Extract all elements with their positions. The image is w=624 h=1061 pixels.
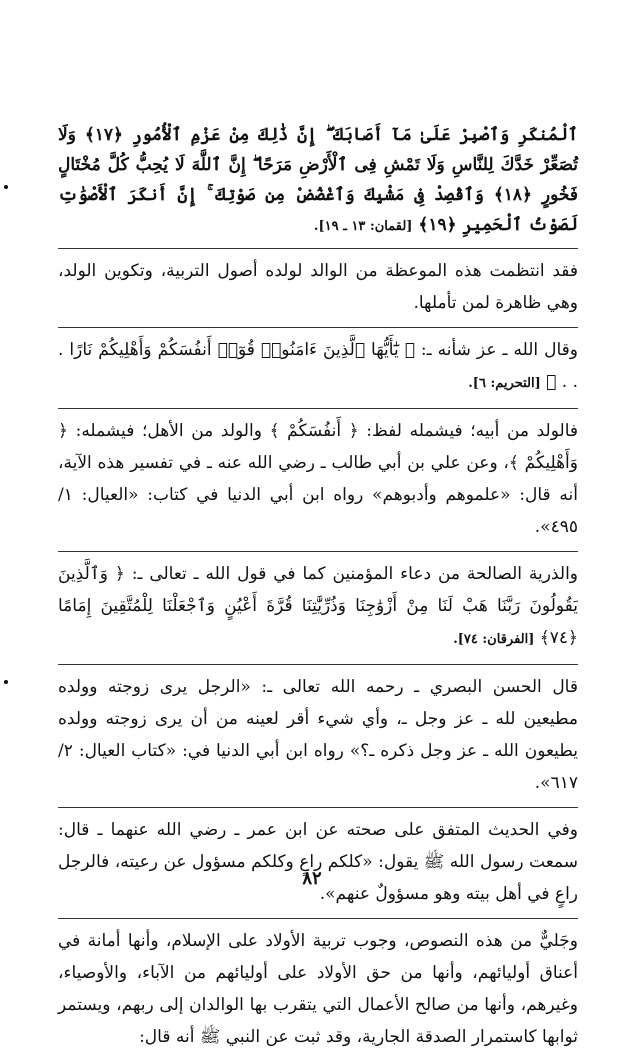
paragraph-admonition: فقد انتظمت هذه الموعظة من الوالد لولده أصول التربية، وتكوين الولد، وهي ظاهرة لمن تأملها. — [58, 261, 578, 313]
divider — [58, 327, 578, 328]
margin-dot — [4, 185, 8, 189]
quran-verse-luqman — [58, 120, 578, 242]
verse-reference: [الفرقان: ٧٤]. — [453, 632, 535, 647]
divider — [58, 664, 578, 665]
margin-dot — [4, 680, 8, 684]
divider — [58, 408, 578, 409]
verse-reference: [التحريم: ٦]. — [468, 376, 541, 391]
page-body — [58, 120, 578, 1061]
page-number: ٨٢ — [302, 868, 322, 889]
divider — [58, 918, 578, 919]
paragraph-hasan-basri: قال الحسن البصري ـ رحمه الله تعالى ـ: «الرجل يرى زوجته وولده مطيعين لله ـ عز وجل ـ، وأي شيء أقر لعينه من أن يرى زوجته وولده يطيعون الله ـ عز وجل ذكره ـ؟» رواه ابن أبي الدنيا في: «كتاب العيال: ٢/ ٦١٧». — [58, 677, 578, 793]
quran-verse-text: ٱلْمُنكَرِ وَٱصْبِرْ عَلَىٰ مَآ أَصَابَكَ ۖ إِنَّ ذَٰلِكَ مِنْ عَزْمِ ٱلْأُمُورِ ﴿١٧﴾ وَلَا تُصَعِّرْ خَدَّكَ لِلنَّاسِ وَلَا تَمْشِ فِى ٱلْأَرْضِ مَرَحًا ۖ إِنَّ ٱللَّهَ لَا يُحِبُّ كُلَّ مُخْتَالٍ فَخُورٍ ﴿١٨﴾ وَٱقْصِدْ فِى مَشْيِكَ وَٱغْضُضْ مِن صَوْتِكَ ۚ إِنَّ أَنكَرَ ٱلْأَصْوَٰتِ لَصَوْتُ ٱلْحَمِيرِ ﴿١٩﴾ — [58, 125, 578, 235]
divider — [58, 807, 578, 808]
divider — [58, 248, 578, 249]
paragraph-hadith: وفي الحديث المتفق على صحته عن ابن عمر ـ رضي الله عنهما ـ قال: سمعت رسول الله ﷺ يقول: «كلكم راعٍ وكلكم مسؤول عن رعيته، فالرجل راعٍ في أهل بيته وهو مسؤولٌ عنهم». — [58, 820, 578, 904]
paragraph-text: وقال الله ـ عز شأنه ـ: ﴿ يَٰٓأَيُّهَا ٱلَّذِينَ ءَامَنُوا۟ قُوٓا۟ أَنفُسَكُمْ وَأَهْلِيكُمْ نَارًا . . . ﴾ — [58, 340, 578, 392]
paragraph-furqan-verse — [58, 558, 578, 656]
divider — [58, 551, 578, 552]
paragraph-ali-commentary: فالولد من أبيه؛ فيشمله لفظ: ﴿ أَنفُسَكُمْ ﴾ والولد من الأهل؛ فيشمله: ﴿ وَأَهْلِيكُمْ ﴾، وعن علي بن أبي طالب ـ رضي الله عنه ـ في تفسير هذه الآية، أنه قال: «علموهم وأدبوهم» رواه ابن أبي الدنيا في كتاب: «العيال: ١/ ٤٩٥». — [58, 421, 578, 537]
paragraph-tahrim-verse — [58, 334, 578, 400]
paragraph-conclusion: وجَليٌّ من هذه النصوص، وجوب تربية الأولاد على الإسلام، وأنها أمانة في أعناق أوليائهم، وأنها من حق الأولاد على أوليائهم من الآباء، والأوصياء، وغيرهم، وأنها من صالح الأعمال التي يتقرب بها الوالدان إلى ربهم، ويستمر ثوابها كاستمرار الصدقة الجارية، وقد ثبت عن النبي ﷺ أنه قال: — [58, 931, 578, 1047]
paragraph-text: والذرية الصالحة من دعاء المؤمنين كما في قول الله ـ تعالى ـ: ﴿ وَٱلَّذِينَ يَقُولُونَ رَبَّنَا هَبْ لَنَا مِنْ أَزْوَٰجِنَا وَذُرِّيَّٰتِنَا قُرَّةَ أَعْيُنٍ وَٱجْعَلْنَا لِلْمُتَّقِينَ إِمَامًا ﴿٧٤﴾ — [58, 564, 578, 648]
verse-reference: [لقمان: ١٣ ـ ١٩]. — [313, 219, 413, 234]
